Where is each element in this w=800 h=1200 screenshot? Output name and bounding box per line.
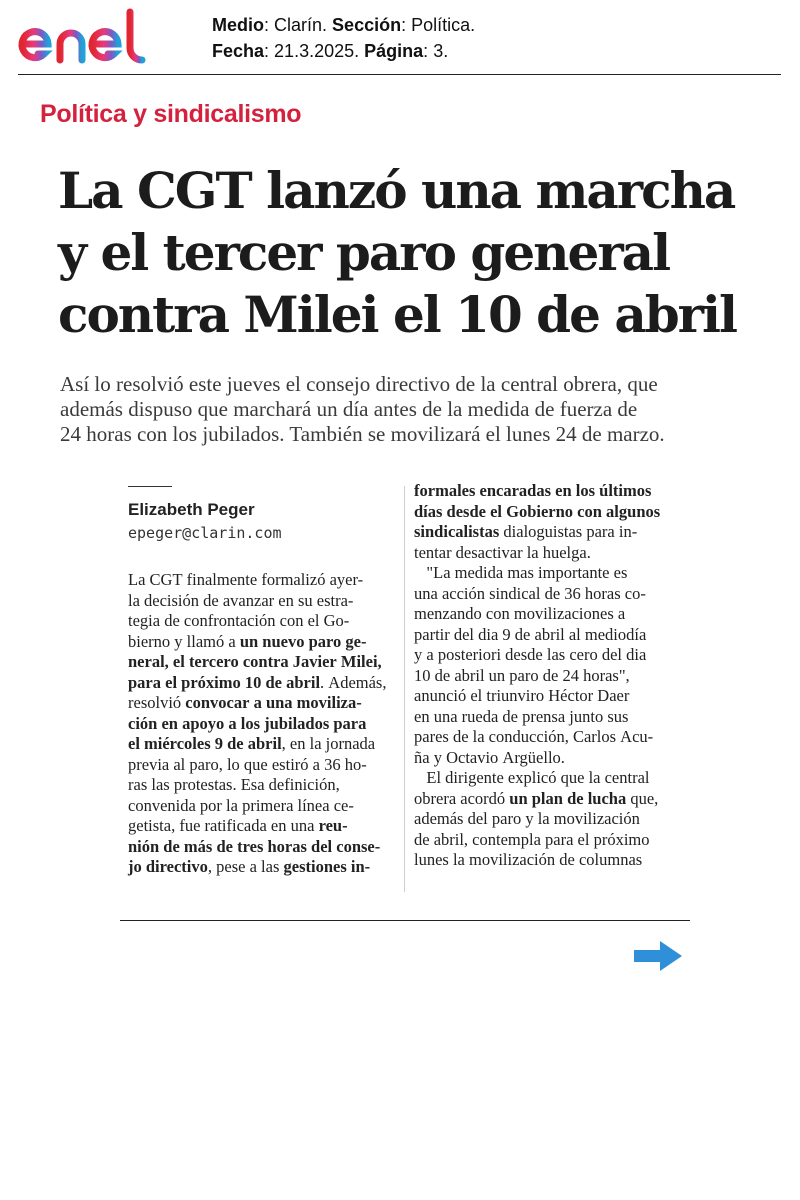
body-line — [128, 673, 394, 694]
body-line — [414, 748, 684, 769]
body-text: convenida por la primera línea ce- — [128, 795, 354, 815]
body-text-bold: reu- — [318, 816, 348, 835]
body-text-bold: días desde el Gobierno con algunos — [414, 501, 661, 521]
body-text-bold: gestiones in- — [283, 857, 371, 876]
body-text-bold: sindicalistas — [414, 522, 500, 541]
body-line — [414, 666, 684, 687]
body-line — [128, 857, 394, 878]
body-line — [414, 809, 684, 830]
body-text: resolvió — [128, 693, 186, 712]
body-text-bold: nión de más de tres horas del conse- — [128, 836, 381, 856]
headline-line: La CGT lanzó una marcha — [58, 161, 735, 220]
deck-line: además dispuso que marchará un día antes de la medida de fuerza de — [60, 397, 638, 421]
headline-line: contra Milei el 10 de abril — [58, 285, 737, 344]
body-text-bold: el miércoles 9 de abril — [128, 734, 282, 753]
body-line — [414, 563, 684, 584]
footer-rule — [120, 920, 690, 921]
deck — [60, 372, 740, 447]
medio-label: Medio — [212, 15, 264, 35]
headline — [58, 160, 778, 346]
body-line — [128, 693, 394, 714]
body-text: obrera acordó — [414, 788, 510, 808]
body-text: además del paro y la movilización — [414, 809, 640, 828]
body-line — [414, 481, 684, 502]
body-line — [414, 502, 684, 523]
body-text: una acción sindical de 36 horas co- — [414, 583, 646, 603]
fecha-label: Fecha — [212, 41, 265, 61]
body-text: La CGT finalmente formalizó ayer- — [128, 570, 364, 589]
body-line — [414, 830, 684, 851]
body-line — [414, 727, 684, 748]
header-rule — [18, 74, 781, 75]
body-column-1 — [128, 570, 394, 878]
body-line — [128, 796, 394, 817]
body-text: menzando con movilizaciones a — [414, 604, 626, 623]
body-text-bold: ción en apoyo a los jubilados para — [128, 713, 367, 733]
author-email: epeger@clarin.com — [128, 524, 282, 542]
fecha-value: 21.3.2025. — [274, 41, 360, 61]
body-text: bierno y llamó a — [128, 631, 240, 651]
body-line — [128, 734, 394, 755]
pagina-value: 3. — [433, 41, 449, 61]
body-text-bold: para el próximo 10 de abril — [128, 672, 321, 692]
body-line — [414, 707, 684, 728]
byline-rule — [128, 486, 172, 487]
body-text: . Además, — [320, 672, 387, 692]
seccion-label: Sección — [332, 15, 402, 35]
body-text: lunes la movilización de columnas — [414, 850, 643, 869]
deck-line: Así lo resolvió este jueves el consejo directivo de la central obrera, que — [60, 372, 658, 396]
svg-text:enel: enel — [16, 6, 18, 7]
body-line — [414, 789, 684, 810]
body-line — [128, 591, 394, 612]
body-text: en una rueda de prensa junto sus — [414, 706, 629, 726]
body-text-bold: neral, el tercero contra Javier Milei, — [128, 652, 382, 671]
body-line — [128, 632, 394, 653]
column-divider — [404, 486, 405, 892]
body-line — [414, 604, 684, 625]
body-line — [414, 625, 684, 646]
clipping-meta: Medio: Clarín. Sección: Política. Fecha: 21.3.2025. Página: 3. — [212, 15, 476, 61]
body-line — [128, 755, 394, 776]
body-column-2 — [414, 481, 684, 871]
body-line — [414, 522, 684, 543]
body-text: y a posteriori desde las cero del dia — [414, 645, 647, 664]
body-text: de abril, contempla para el próximo — [414, 829, 650, 849]
medio-value: Clarín. — [274, 15, 328, 35]
body-text: anunció el triunviro Héctor Daer — [414, 686, 630, 705]
body-line — [128, 611, 394, 632]
body-line — [128, 652, 394, 673]
body-text: "La medida mas importante es — [414, 563, 628, 582]
section-label: Política y sindicalismo — [40, 100, 302, 128]
body-text-bold: un nuevo paro ge- — [239, 631, 367, 651]
body-text: partir del dia 9 de abril al mediodía — [414, 624, 647, 644]
body-line — [414, 686, 684, 707]
body-line — [414, 645, 684, 666]
body-text: la decisión de avanzar en su estra- — [128, 590, 354, 610]
body-text-bold: formales encaradas en los últimos — [414, 481, 652, 500]
body-text: pares de la conducción, Carlos Acu- — [414, 727, 654, 746]
body-line — [128, 775, 394, 796]
arrow-right-icon[interactable] — [632, 938, 684, 974]
body-text-bold: jo directivo — [128, 857, 208, 876]
body-text: ras las protestas. Esa definición, — [128, 775, 340, 794]
body-text: El dirigente explicó que la central — [414, 768, 650, 787]
enel-logo — [16, 6, 176, 70]
body-text: , en la jornada — [281, 734, 376, 753]
body-text: 10 de abril un paro de 24 horas", — [414, 665, 630, 685]
author-name: Elizabeth Peger — [128, 500, 255, 519]
pagina-label: Página — [364, 41, 424, 61]
body-line — [414, 543, 684, 564]
body-text-bold: convocar a una moviliza- — [185, 693, 362, 712]
body-text: tentar desactivar la huelga. — [414, 542, 591, 562]
body-line — [414, 584, 684, 605]
body-text: getista, fue ratificada en una — [128, 816, 319, 835]
body-line — [128, 570, 394, 591]
body-line — [414, 850, 684, 871]
body-text: dialoguistas para in- — [499, 522, 638, 541]
body-text: , pese a las — [207, 857, 284, 876]
body-line — [128, 816, 394, 837]
seccion-value: Política. — [411, 15, 476, 35]
body-text: previa al paro, lo que estiró a 36 ho- — [128, 754, 367, 774]
body-text: que, — [626, 788, 659, 808]
body-text: tegia de confrontación con el Go- — [128, 611, 350, 630]
body-line — [128, 837, 394, 858]
body-text-bold: un plan de lucha — [509, 788, 627, 808]
deck-line: 24 horas con los jubilados. También se movilizará el lunes 24 de marzo. — [60, 422, 665, 446]
body-line — [128, 714, 394, 735]
body-line — [414, 768, 684, 789]
body-text: ña y Octavio Argüello. — [414, 747, 565, 767]
headline-line: y el tercer paro general — [58, 223, 670, 282]
